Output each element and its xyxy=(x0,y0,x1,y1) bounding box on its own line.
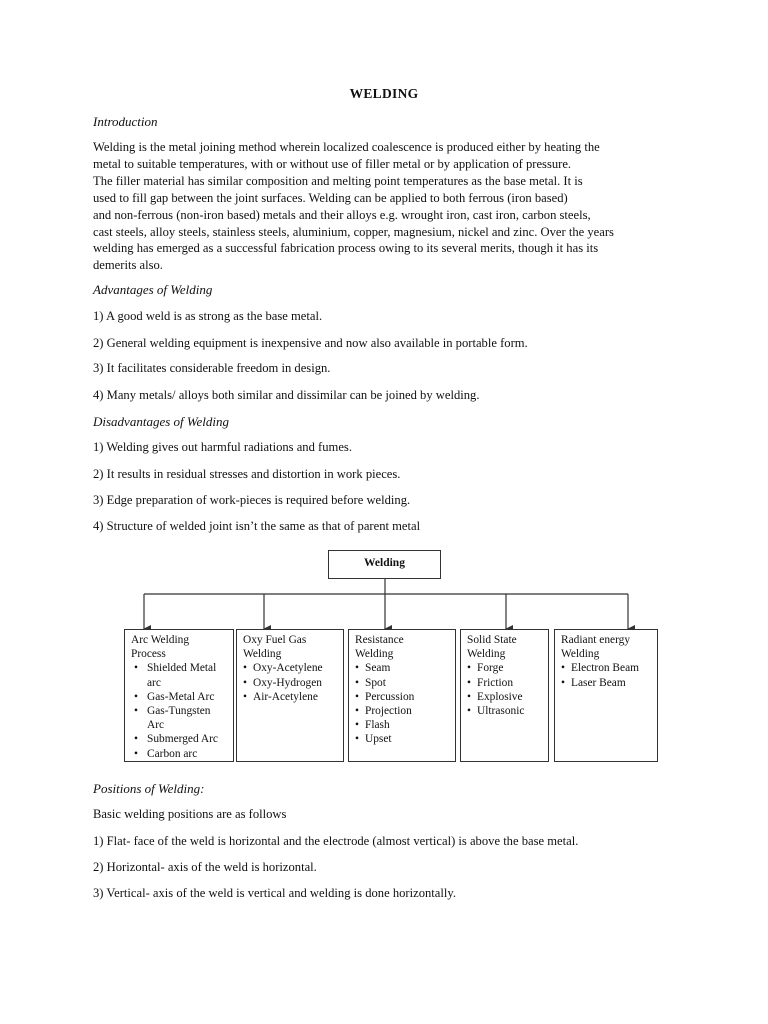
category-title: Process xyxy=(131,648,166,661)
position-item: 2) Horizontal- axis of the weld is horizontal. xyxy=(93,860,317,874)
category-item: • Ultrasonic xyxy=(467,704,542,718)
disadvantages-heading: Disadvantages of Welding xyxy=(93,414,230,429)
category-title: Radiant energy xyxy=(561,634,631,646)
category-item: • Laser Beam xyxy=(561,676,651,690)
category-item: • Air-Acetylene xyxy=(243,690,337,704)
advantage-item: 4) Many metals/ alloys both similar and dissimilar can be joined by welding. xyxy=(93,388,480,402)
category-box-oxy-fuel xyxy=(236,629,344,762)
disadvantage-item: 1) Welding gives out harmful radiations and fumes. xyxy=(93,440,352,454)
category-item: • Flash xyxy=(355,718,449,732)
paragraph-line: used to fill gap between the joint surfaces. Welding can be applied to both ferrous (iron based) xyxy=(93,190,568,205)
category-item: • Upset xyxy=(355,732,449,746)
introduction-paragraph xyxy=(93,139,675,274)
diagram-root-node: Welding xyxy=(328,550,441,579)
paragraph-line: and non-ferrous (non-iron based) metals and their alloys e.g. wrought iron, cast iron, carbon steels, xyxy=(93,207,591,222)
category-box-radiant-energy xyxy=(554,629,658,762)
disadvantage-item: 3) Edge preparation of work-pieces is required before welding. xyxy=(93,493,411,507)
category-title: Welding xyxy=(561,648,600,661)
disadvantage-item: 4) Structure of welded joint isn’t the same as that of parent metal xyxy=(93,519,421,533)
category-item: • Submerged Arc xyxy=(131,732,227,746)
introduction-heading: Introduction xyxy=(93,114,158,129)
disadvantage-item: 2) It results in residual stresses and distortion in work pieces. xyxy=(93,467,401,481)
category-item: • Seam xyxy=(355,661,449,675)
category-item: • Forge xyxy=(467,661,542,675)
paragraph-line: demerits also. xyxy=(93,258,163,273)
position-item: 1) Flat- face of the weld is horizontal and the electrode (almost vertical) is above the base metal. xyxy=(93,834,579,848)
positions-intro: Basic welding positions are as follows xyxy=(93,807,287,821)
paragraph-line: cast steels, alloy steels, stainless steels, aluminium, copper, magnesium, nickel and zinc. Over the years xyxy=(93,224,614,239)
category-item: • Spot xyxy=(355,676,449,690)
category-box-arc-welding xyxy=(124,629,234,762)
advantage-item: 1) A good weld is as strong as the base metal. xyxy=(93,309,323,323)
category-item: • Electron Beam xyxy=(561,661,651,675)
paragraph-line: metal to suitable temperatures, with or without use of filler metal or by application of pressure. xyxy=(93,156,572,171)
category-title: Welding xyxy=(243,648,282,661)
category-item: • Percussion xyxy=(355,690,449,704)
category-title: Welding xyxy=(467,648,506,661)
position-item: 3) Vertical- axis of the weld is vertical and welding is done horizontally. xyxy=(93,886,457,900)
category-item: • Projection xyxy=(355,704,449,718)
category-item: • Oxy-Hydrogen xyxy=(243,676,337,690)
welding-classification-diagram xyxy=(93,545,676,769)
category-title: Oxy Fuel Gas xyxy=(243,634,307,646)
category-item: • Friction xyxy=(467,676,542,690)
category-item: • Gas-Metal Arc xyxy=(131,690,227,704)
category-title: Solid State xyxy=(467,634,517,646)
category-box-solid-state xyxy=(460,629,549,762)
category-title: Resistance xyxy=(355,634,404,646)
category-box-resistance xyxy=(348,629,456,762)
paragraph-line: The filler material has similar composition and melting point temperatures as the base metal. It is xyxy=(93,173,583,188)
category-title: Welding xyxy=(355,648,394,661)
category-item: • Gas-Tungsten Arc xyxy=(131,704,227,732)
category-item: • Carbon arc xyxy=(131,747,227,761)
paragraph-line: Welding is the metal joining method wherein localized coalescence is produced either by heating the xyxy=(93,140,600,154)
advantage-item: 3) It facilitates considerable freedom in design. xyxy=(93,361,331,375)
category-title: Arc Welding xyxy=(131,634,190,646)
category-item: • Oxy-Acetylene xyxy=(243,661,337,675)
category-item: • Explosive xyxy=(467,690,542,704)
advantages-heading: Advantages of Welding xyxy=(93,282,213,297)
category-item: • Shielded Metal arc xyxy=(131,661,227,689)
advantage-item: 2) General welding equipment is inexpensive and now also available in portable form. xyxy=(93,336,528,350)
positions-heading: Positions of Welding: xyxy=(93,781,205,796)
page-title: WELDING xyxy=(349,86,419,101)
paragraph-line: welding has emerged as a successful fabrication process owing to its several merits, though it has its xyxy=(93,241,599,256)
